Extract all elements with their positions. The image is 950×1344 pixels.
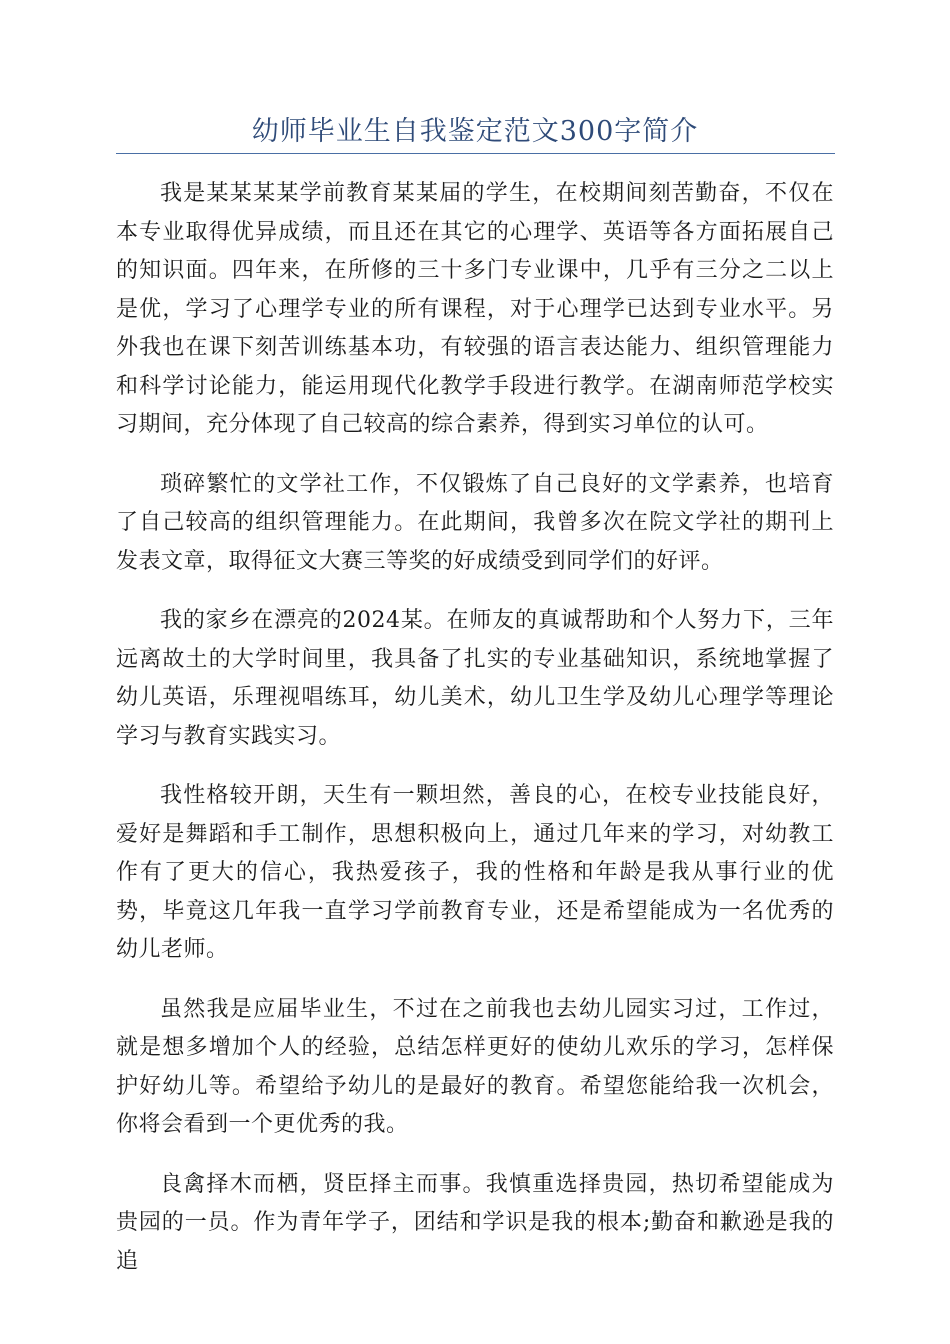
paragraph-5: 虽然我是应届毕业生，不过在之前我也去幼儿园实习过，工作过，就是想多增加个人的经验，总结怎样更好的使幼儿欢乐的学习，怎样保护好幼儿等。希望给予幼儿的是最好的教育。希望您能给我一次机会，你将会看到一个更优秀的我。 <box>116 996 834 1137</box>
document-title: 幼师毕业生自我鉴定范文300字简介 <box>251 116 699 147</box>
paragraph-4: 我性格较开朗，天生有一颗坦然，善良的心，在校专业技能良好，爱好是舞蹈和手工制作，思想积极向上，通过几年来的学习，对幼教工作有了更大的信心，我热爱孩子，我的性格和年龄是我从事行业的优势，毕竟这几年我一直学习学前教育专业，还是希望能成为一名优秀的幼儿老师。 <box>116 783 834 962</box>
paragraph-6: 良禽择木而栖，贤臣择主而事。我慎重选择贵园，热切希望能成为贵园的一员。作为青年学子，团结和学识是我的根本;勤奋和歉逊是我的追 <box>116 1171 834 1274</box>
document-body <box>116 175 834 1302</box>
paragraph-1: 我是某某某某学前教育某某届的学生，在校期间刻苦勤奋，不仅在本专业取得优异成绩，而且还在其它的心理学、英语等各方面拓展自己的知识面。四年来，在所修的三十多门专业课中，几乎有三分之二以上是优，学习了心理学专业的所有课程，对于心理学已达到专业水平。另外我也在课下刻苦训练基本功，有较强的语言表达能力、组织管理能力和科学讨论能力，能运用现代化教学手段进行教学。在湖南师范学校实习期间，充分体现了自己较高的综合素养，得到实习单位的认可。 <box>116 181 834 437</box>
paragraph-3: 我的家乡在漂亮的2024某。在师友的真诚帮助和个人努力下，三年远离故土的大学时间里，我具备了扎实的专业基础知识，系统地掌握了幼儿英语，乐理视唱练耳，幼儿美术，幼儿卫生学及幼儿心理学等理论学习与教育实践实习。 <box>116 608 834 749</box>
title-underline <box>116 153 835 154</box>
paragraph-2: 琐碎繁忙的文学社工作，不仅锻炼了自己良好的文学素养，也培育了自己较高的组织管理能力。在此期间，我曾多次在院文学社的期刊上发表文章，取得征文大赛三等奖的好成绩受到同学们的好评。 <box>116 471 834 574</box>
